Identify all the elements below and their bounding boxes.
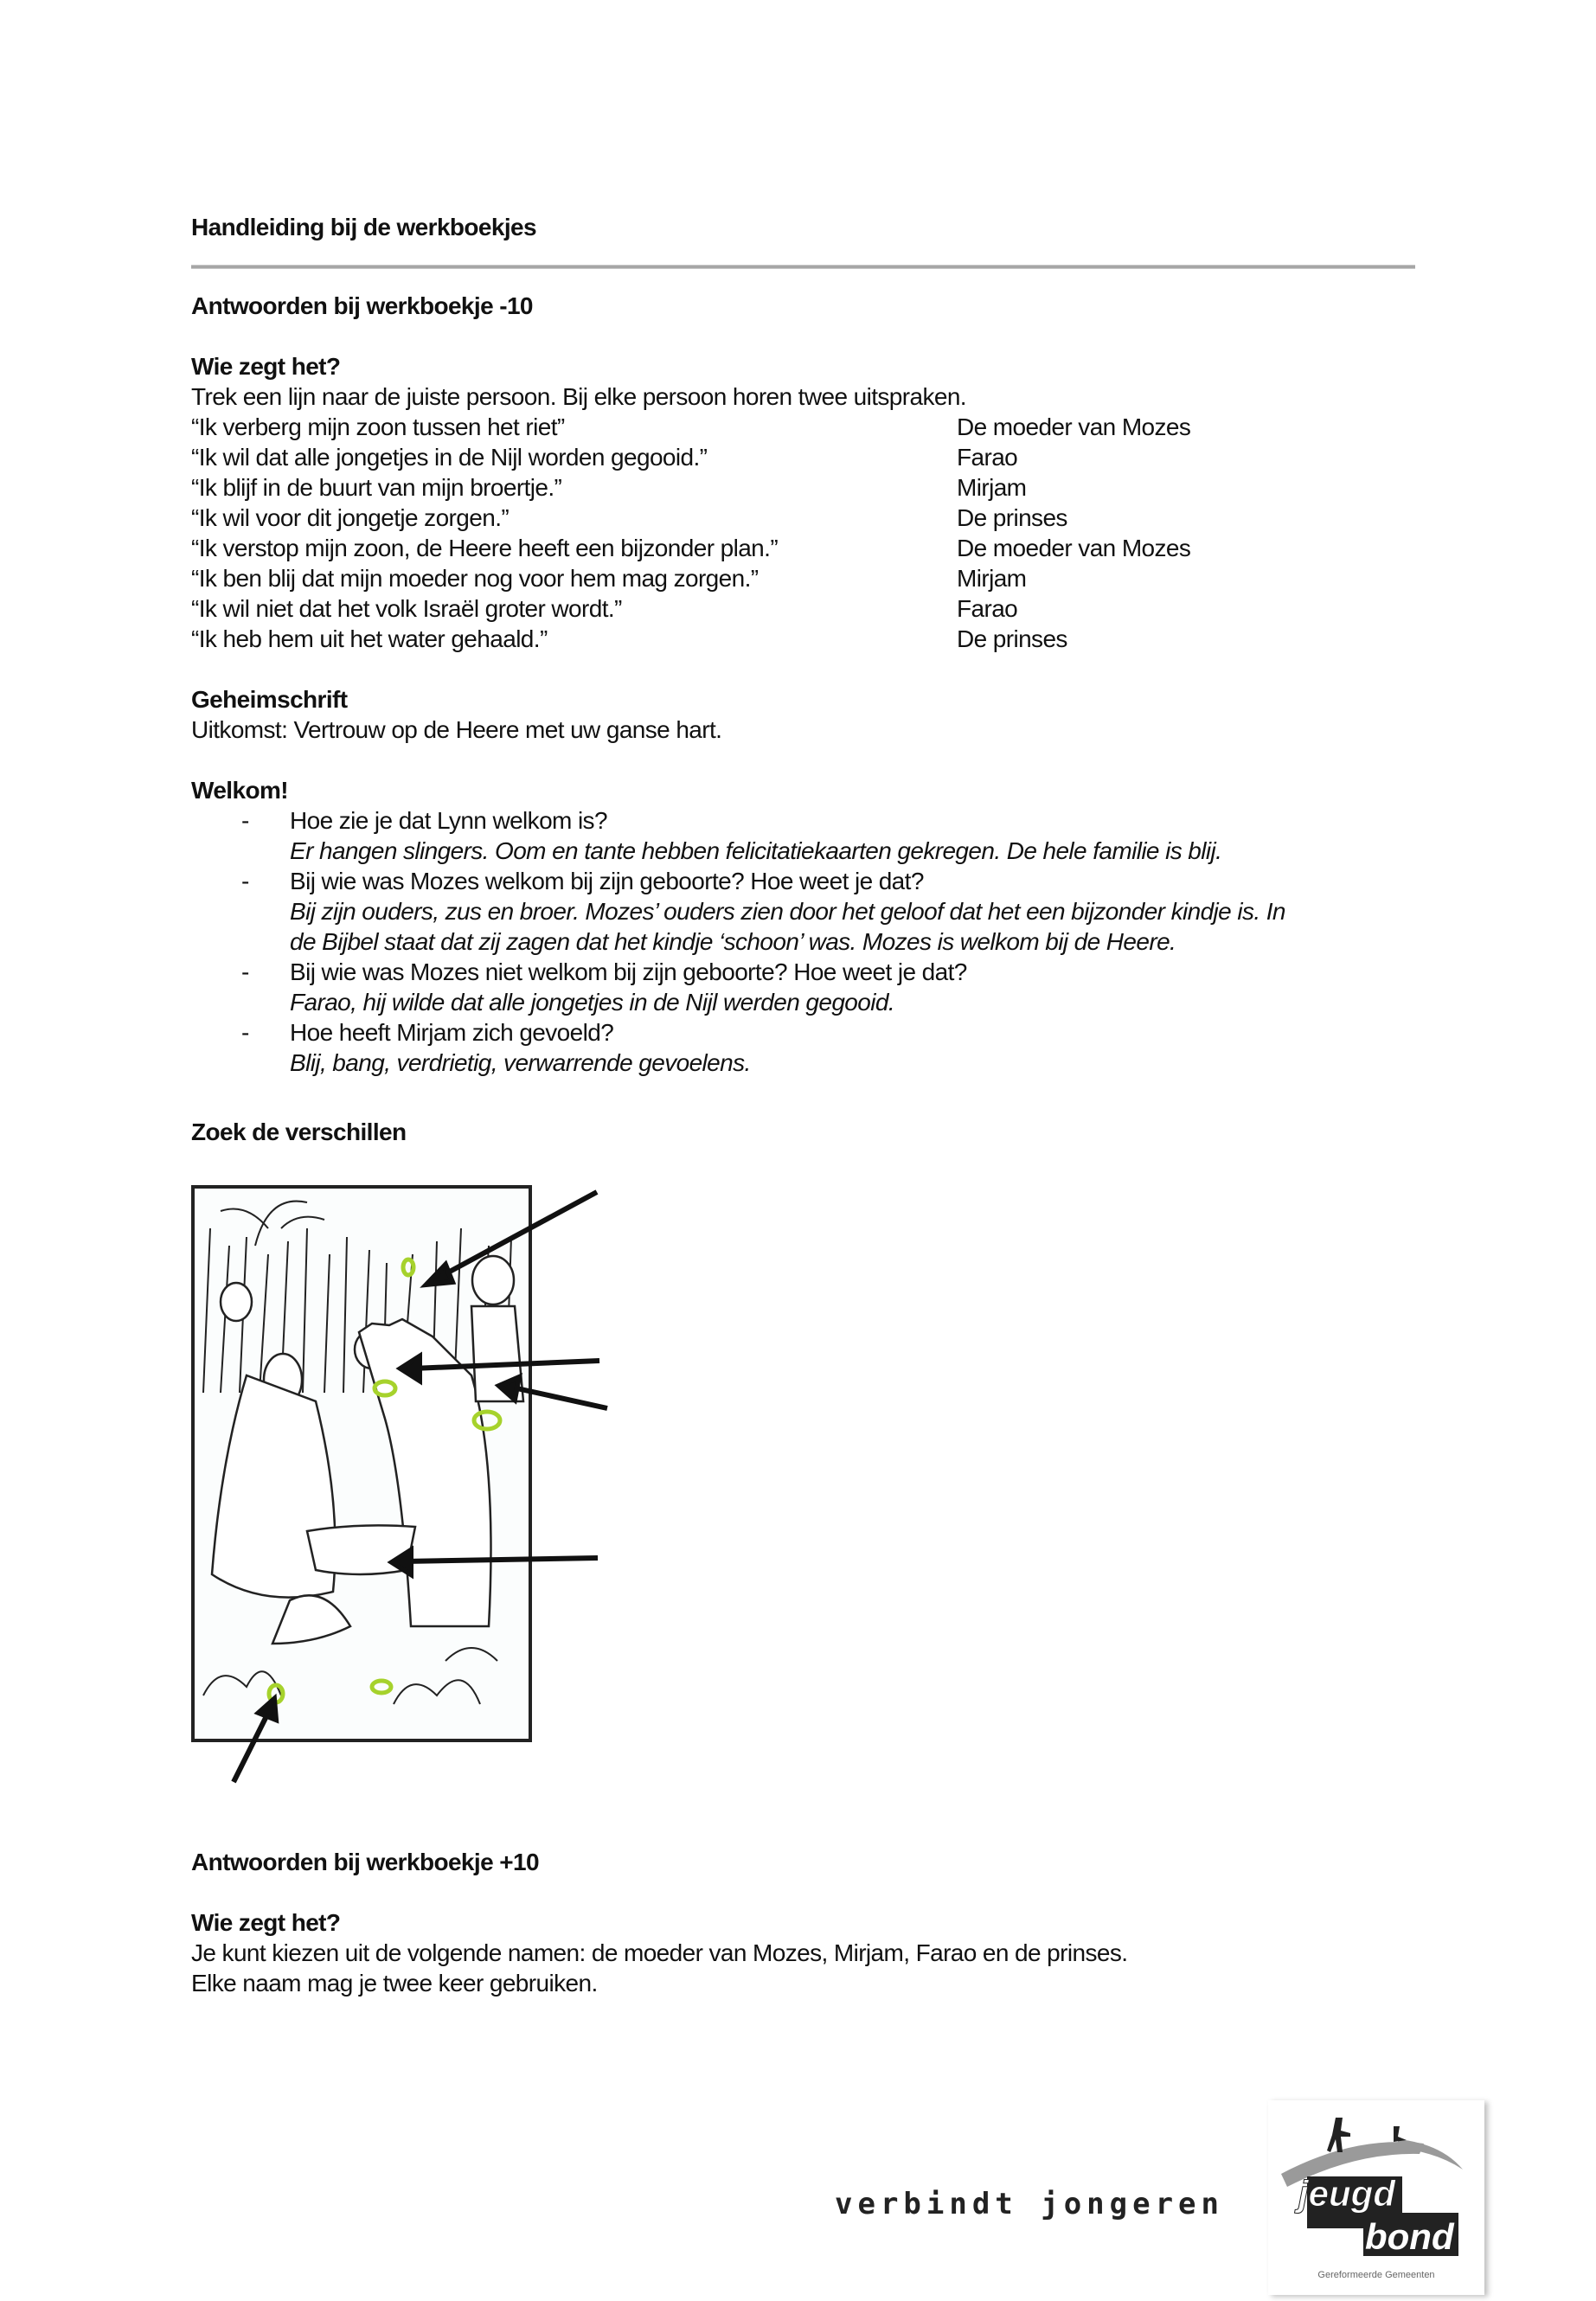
person: Mirjam <box>957 565 1027 592</box>
bullet-dash: - <box>241 958 249 985</box>
zoek-de-verschillen-heading: Zoek de verschillen <box>191 1118 407 1145</box>
quote: “Ik wil niet dat het volk Israël groter wordt.” <box>191 595 622 622</box>
quote: “Ik ben blij dat mijn moeder nog voor hem mag zorgen.” <box>191 565 759 592</box>
quote: “Ik wil dat alle jongetjes in de Nijl worden gegooid.” <box>191 444 708 471</box>
quote-row <box>191 472 1415 503</box>
bullet-dash: - <box>241 807 249 834</box>
welkom-item <box>191 1017 1415 1048</box>
welkom-question: Bij wie was Mozes niet welkom bij zijn geboorte? Hoe weet je dat? <box>290 958 967 985</box>
differences-illustration <box>186 1176 619 1799</box>
quote: “Ik wil voor dit jongetje zorgen.” <box>191 504 510 531</box>
welkom-heading: Welkom! <box>191 777 288 804</box>
welkom-item <box>191 805 1415 836</box>
welkom-item <box>191 866 1415 896</box>
footer-tagline: verbindt jongeren <box>835 2187 1224 2221</box>
quote-row <box>191 563 1415 593</box>
quote-row <box>191 412 1415 442</box>
welkom-answer: Farao, hij wilde dat alle jongetjes in de Nijl werden gegooid. <box>290 989 895 1016</box>
bullet-dash: - <box>241 868 249 894</box>
welkom-item <box>191 957 1415 987</box>
quote-row <box>191 593 1415 624</box>
welkom-question: Hoe zie je dat Lynn welkom is? <box>290 807 607 834</box>
quote-row <box>191 624 1415 654</box>
logo-word-bond: bond <box>1365 2216 1454 2257</box>
welkom-answer: Bij zijn ouders, zus en broer. Mozes’ ouders zien door het geloof dat het een bijzonder kindje is. In <box>290 898 1285 925</box>
arrow-3 <box>499 1377 607 1408</box>
quote: “Ik verberg mijn zoon tussen het riet” <box>191 413 565 440</box>
wie-zegt-het-heading: Wie zegt het? <box>191 353 341 380</box>
wie-zegt-het-instruction: Trek een lijn naar de juiste persoon. Bij elke persoon horen twee uitspraken. <box>191 383 966 410</box>
section-heading-min10: Antwoorden bij werkboekje -10 <box>191 292 533 319</box>
wie-zegt-het-plus10-line: Elke naam mag je twee keer gebruiken. <box>191 1970 598 1997</box>
wie-zegt-het-plus10-heading: Wie zegt het? <box>191 1909 341 1936</box>
jeugdbond-logo-graphic <box>1268 2100 1484 2265</box>
person: De prinses <box>957 625 1067 652</box>
person: Farao <box>957 444 1018 471</box>
wie-zegt-het-plus10-line: Je kunt kiezen uit de volgende namen: de moeder van Mozes, Mirjam, Farao en de prinses. <box>191 1939 1128 1966</box>
person: De moeder van Mozes <box>957 413 1191 440</box>
geheimschrift-answer: Uitkomst: Vertrouw op de Heere met uw ganse hart. <box>191 716 722 743</box>
person: De prinses <box>957 504 1067 531</box>
bullet-dash: - <box>241 1019 249 1046</box>
welkom-question: Hoe heeft Mirjam zich gevoeld? <box>290 1019 614 1046</box>
quote: “Ik heb hem uit het water gehaald.” <box>191 625 548 652</box>
document-title: Handleiding bij de werkboekjes <box>191 214 536 240</box>
welkom-answer: Er hangen slingers. Oom en tante hebben felicitatiekaarten gekregen. De hele familie is blij. <box>290 837 1222 864</box>
logo-swoosh-right <box>1398 2139 1463 2170</box>
section-heading-plus10: Antwoorden bij werkboekje +10 <box>191 1849 539 1875</box>
quote-row <box>191 503 1415 533</box>
welkom-question: Bij wie was Mozes welkom bij zijn geboorte? Hoe weet je dat? <box>290 868 924 894</box>
quote-row <box>191 533 1415 563</box>
jeugdbond-logo <box>1268 2100 1484 2295</box>
quote-row <box>191 442 1415 472</box>
logo-word-jeugd: jeugd <box>1298 2173 1395 2214</box>
logo-figure-small-icon <box>1394 2126 1407 2142</box>
title-divider <box>191 265 1415 269</box>
geheimschrift-heading: Geheimschrift <box>191 686 348 713</box>
quote: “Ik verstop mijn zoon, de Heere heeft een bijzonder plan.” <box>191 535 779 561</box>
quote: “Ik blijf in de buurt van mijn broertje.” <box>191 474 562 501</box>
logo-figure-icon <box>1327 2118 1350 2152</box>
person: Mirjam <box>957 474 1027 501</box>
person: Farao <box>957 595 1018 622</box>
person: De moeder van Mozes <box>957 535 1191 561</box>
welkom-answer: Blij, bang, verdrietig, verwarrende gevoelens. <box>290 1049 751 1076</box>
welkom-answer: de Bijbel staat dat zij zagen dat het kindje ‘schoon’ was. Mozes is welkom bij de Heere. <box>290 928 1176 955</box>
logo-subtitle: Gereformeerde Gemeenten <box>1317 2270 1435 2280</box>
